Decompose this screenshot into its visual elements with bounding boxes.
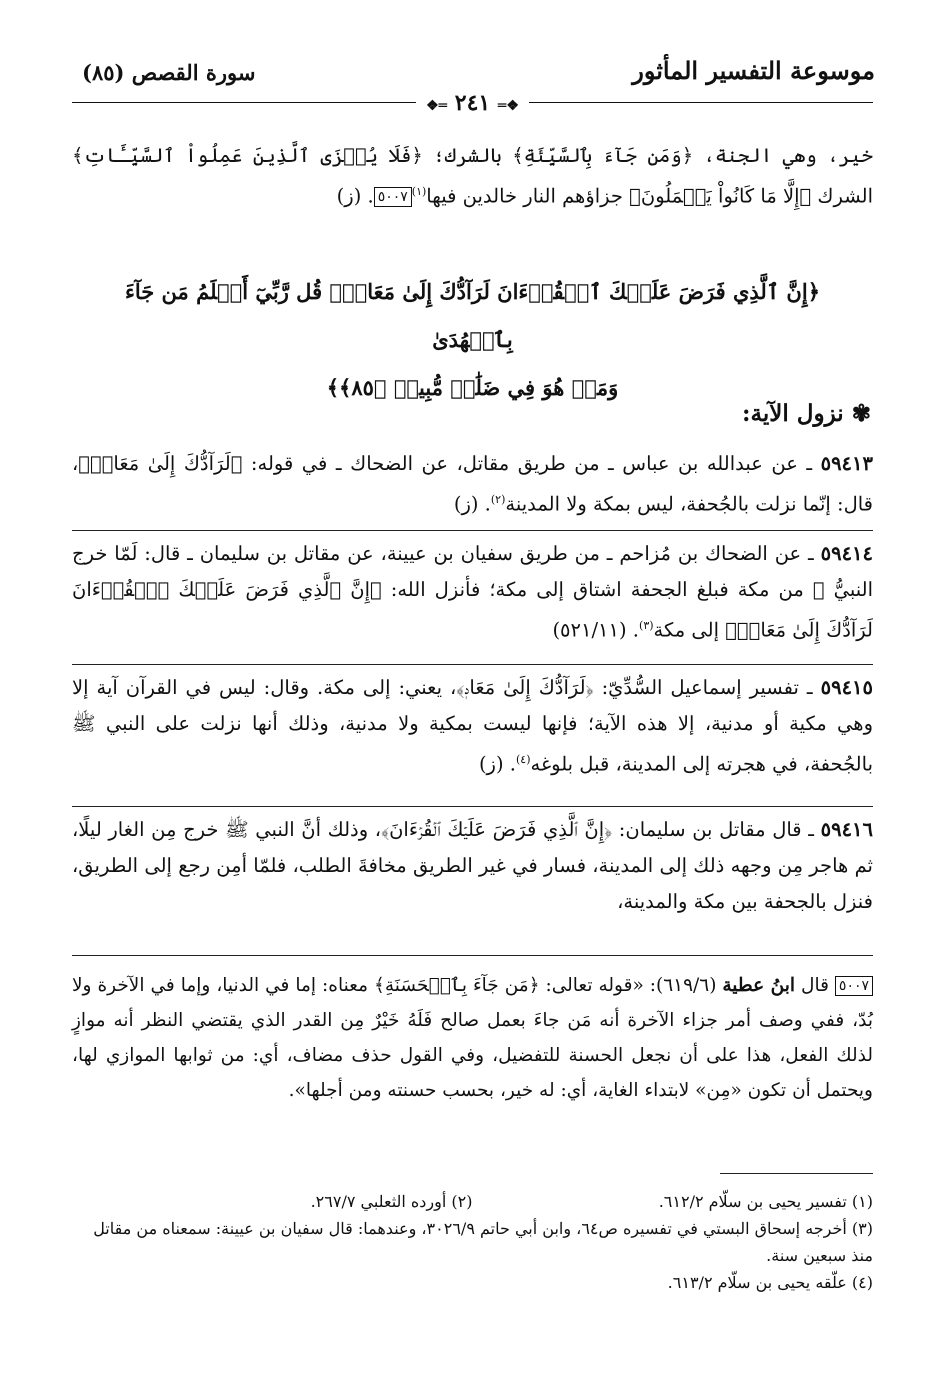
intro-line-1: خير، وهي الجنة، ﴿وَمَن جَآءَ بِٱلسَّيِّئَةِ﴾ بالشرك؛ ﴿فَلَا يُجۡزَى ٱلَّذِينَ عَمِلُواْ ٱلسَّيِّـَٔاتِ﴾	[72, 144, 873, 167]
hadith-paragraph: ٥٩٤١٦ ـ قال مقاتل بن سليمان: ﴿إِنَّ ٱلَّذِي فَرَضَ عَلَيۡكَ ٱلۡقُرۡءَانَ﴾، وذلك أنَّ النبي ﷺ خرج مِن الغار ليلًا، ثم هاجر مِن وجهه ذلك إلى المدينة، فسار في غير الطريق مخافةَ الطلب، فلمّا أمِن رجع إلى الطريق، فنزل بالجحفة بين مكة والمدينة،	[72, 818, 873, 913]
footnote-1: (١) تفسير يحيى بن سلّام ٦١٢/٢.	[658, 1192, 873, 1211]
note-ref-box: ٥٠٠٧	[835, 976, 873, 996]
footnote-ref: (٤)	[515, 753, 531, 766]
book-title: موسوعة التفسير المأثور	[632, 56, 875, 85]
verse-line-1: ﴿إِنَّ ٱلَّذِي فَرَضَ عَلَيۡكَ ٱلۡقُرۡءَانَ لَرَآدُّكَ إِلَىٰ مَعَادٖۚ قُل رَّبِّيٓ أَعۡلَمُ مَن جَآءَ بِٱلۡهُدَىٰ	[124, 279, 820, 352]
paragraph-divider	[72, 806, 873, 807]
note-ref-box: ٥٠٠٧	[374, 187, 412, 207]
section-heading: ✾ نزول الآية:	[742, 400, 871, 427]
hadith-number: ٥٩٤١٣	[820, 452, 873, 475]
paragraph-divider	[72, 530, 873, 531]
hadith-number: ٥٩٤١٥	[820, 676, 873, 699]
footnote-4: (٤) علّقه يحيى بن سلّام ٦١٣/٢.	[667, 1273, 873, 1292]
quran-verse	[110, 268, 835, 412]
footnote-2: (٢) أورده الثعلبي ٢٦٧/٧.	[310, 1192, 473, 1211]
ornament-icon: ❖═	[497, 98, 519, 114]
footnotes	[72, 1188, 873, 1296]
hadith-paragraph: ٥٩٤١٣ ـ عن عبدالله بن عباس ـ من طريق مقاتل، عن الضحاك ـ في قوله: ﴿لَرَآدُّكَ إِلَىٰ مَعَادٖ﴾، قال: إنّما نزلت بالجُحفة، ليس بمكة ولا المدينة$^{(٢)}$. (ز)	[72, 452, 873, 516]
surah-label: سورة القصص (٨٥)	[82, 60, 256, 85]
notes-divider	[72, 955, 873, 956]
footnote-ref: (٢)	[490, 493, 506, 506]
footnote-ref: (٣)	[639, 619, 654, 632]
note-author: ابنُ عطية	[722, 975, 796, 996]
hadith-number: ٥٩٤١٤	[820, 542, 873, 565]
intro-line-2: الشرك ﴿إِلَّا مَا كَانُواْ يَعۡمَلُونَ﴾ جزاؤهم النار خالدين فيها$^{(١)}$٥٠٠٧. (ز)	[336, 184, 873, 208]
footnote-3: (٣) أخرجه إسحاق البستي في تفسيره ص٦٤، وابن أبي حاتم ٣٠٢٦/٩، وعندهما: قال سفيان بن عيينة: سمعناه من مقاتل منذ سبعين سنة.	[93, 1219, 873, 1265]
paragraph-divider	[72, 664, 873, 665]
ornament-icon: ═❖	[426, 98, 448, 114]
footnote-divider	[720, 1173, 873, 1174]
footnote-ref: (١)	[411, 185, 427, 198]
intro-text	[72, 138, 873, 215]
hadith-paragraph: ٥٩٤١٥ ـ تفسير إسماعيل السُّدِّيّ: ﴿لَرَآدُّكَ إِلَىٰ مَعَادٖ﴾، يعني: إلى مكة. وقال: ليس في القرآن آية إلا وهي مكية أو مدنية، إلا هذه الآية؛ فإنها ليست بمكية ولا مدنية، وذلك أنها نزلت على النبي ﷺ بالجُحفة، في هجرته إلى المدينة، قبل بلوغه$^{(٤)}$. (ز)	[72, 676, 873, 776]
verse-line-2: وَمَنۡ هُوَ فِي ضَلَٰلٖ مُّبِينٖ ﴿٨٥﴾﴾	[326, 375, 619, 400]
hadith-number: ٥٩٤١٦	[820, 818, 873, 841]
flower-ornament-icon: ✾	[851, 400, 871, 427]
hadith-paragraph: ٥٩٤١٤ ـ عن الضحاك بن مُزاحم ـ من طريق سفيان بن عيينة، عن مقاتل بن سليمان ـ قال: لَمّا خرج النبيُّ ﷺ من مكة فبلغ الجحفة اشتاق إلى مكة؛ فأنزل الله: ﴿إِنَّ ٱلَّذِي فَرَضَ عَلَيۡكَ ٱلۡقُرۡءَانَ لَرَآدُّكَ إِلَىٰ مَعَادٖ﴾ إلى مكة$^{(٣)}$. (٥٢١/١١)	[72, 542, 873, 642]
editor-note: ٥٠٠٧ قال ابنُ عطية (٦١٩/٦): «قوله تعالى: ﴿مَن جَآءَ بِٱلۡحَسَنَةِ﴾ معناه: إما في الدنيا، وإما في الآخرة ولا بُدّ، ففي وصف أمر جزاء الآخرة أنه مَن جاءَ بعمل صالح فَلَهُ خَيْرٌ مِن القدر الذي يقتضي النظر أنه موازٍ لذلك الفعل، هذا على أن نجعل الحسنة للتفضيل، وفي القول حذف مضاف، أي: من ثوابها الموازي لها، ويحتمل أن تكون «مِن» لابتداء الغاية، أي: له خير، بحسب حسنته ومن أجلها».	[72, 975, 873, 1101]
page-number: ❖═ ٢٤١ ═❖	[416, 90, 529, 116]
